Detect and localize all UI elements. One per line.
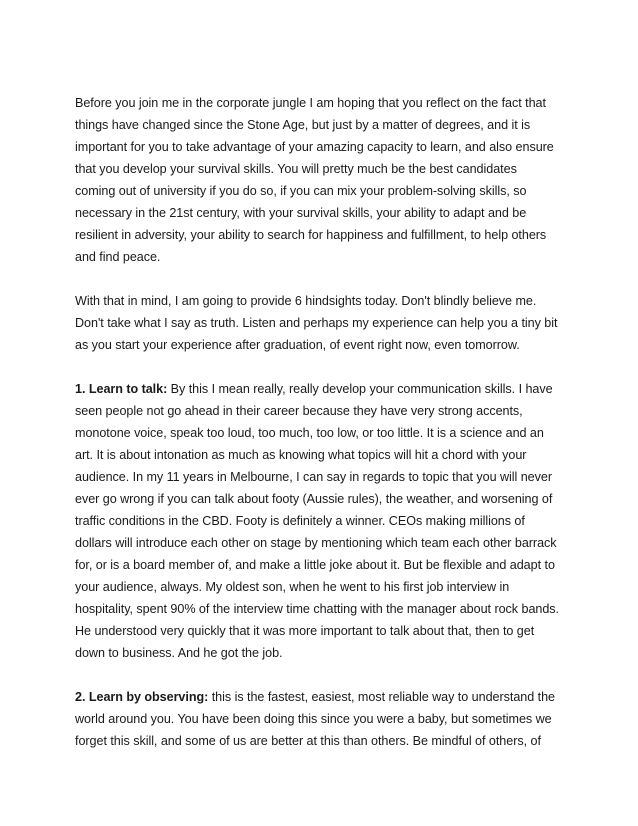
intro-paragraph [75,92,575,268]
section-heading-learn-by-observing: 2. Learn by observing: [75,690,209,704]
document-body [75,92,575,774]
text-line: that you develop your survival skills. You will pretty much be the best candidates [75,162,517,176]
text-line [75,686,575,708]
text-line: coming out of university if you do so, if you can mix your problem-solving skills, so [75,184,527,198]
text-line: world around you. You have been doing this since you were a baby, but sometimes we [75,712,552,726]
text-line: things have changed since the Stone Age, but just by a matter of degrees, and it is [75,118,531,132]
text-line: Before you join me in the corporate jungle I am hoping that you reflect on the fact that [75,96,546,110]
text-line: ever go wrong if you can talk about footy (Aussie rules), the weather, and worsening of [75,492,553,506]
text-line: as you start your experience after graduation, of event right now, even tomorrow. [75,338,520,352]
text-line: and find peace. [75,250,161,264]
text-line: He understood very quickly that it was more important to talk about that, then to get [75,624,535,638]
text-line: monotone voice, speak too loud, too much, too low, or too little. It is a science and an [75,426,544,440]
text-line: for, or is a board member of, and make a little joke about it. But be flexible and adapt to [75,558,555,572]
text-line: dollars will introduce each other on stage by mentioning which team each other barrack [75,536,557,550]
text-line: traffic conditions in the CBD. Footy is definitely a winner. CEOs making millions of [75,514,525,528]
learn-to-talk-paragraph [75,378,575,664]
text-line: your audience, always. My oldest son, when he went to his first job interview in [75,580,510,594]
text-line: down to business. And he got the job. [75,646,283,660]
text-line: seen people not go ahead in their career because they have very strong accents, [75,404,523,418]
text-line [75,378,575,400]
learn-by-observing-paragraph [75,686,575,752]
text-line: forget this skill, and some of us are better at this than others. Be mindful of others, of [75,734,541,748]
text-line: audience. In my 11 years in Melbourne, I can say in regards to topic that you will never [75,470,552,484]
text-line: resilient in adversity, your ability to search for happiness and fulfillment, to help others [75,228,547,242]
text-run: By this I mean really, really develop your communication skills. I have [167,382,553,396]
text-line: art. It is about intonation as much as knowing what topics will hit a chord with your [75,448,527,462]
text-line: important for you to take advantage of your amazing capacity to learn, and also ensure [75,140,554,154]
hindsights-intro-paragraph [75,290,575,356]
text-line: With that in mind, I am going to provide 6 hindsights today. Don't blindly believe me. [75,294,537,308]
text-line: Don't take what I say as truth. Listen and perhaps my experience can help you a tiny bit [75,316,558,330]
text-line: hospitality, spent 90% of the interview time chatting with the manager about rock bands. [75,602,559,616]
text-line: necessary in the 21st century, with your survival skills, your ability to adapt and be [75,206,527,220]
text-run: this is the fastest, easiest, most reliable way to understand the [208,690,555,704]
section-heading-learn-to-talk: 1. Learn to talk: [75,382,168,396]
